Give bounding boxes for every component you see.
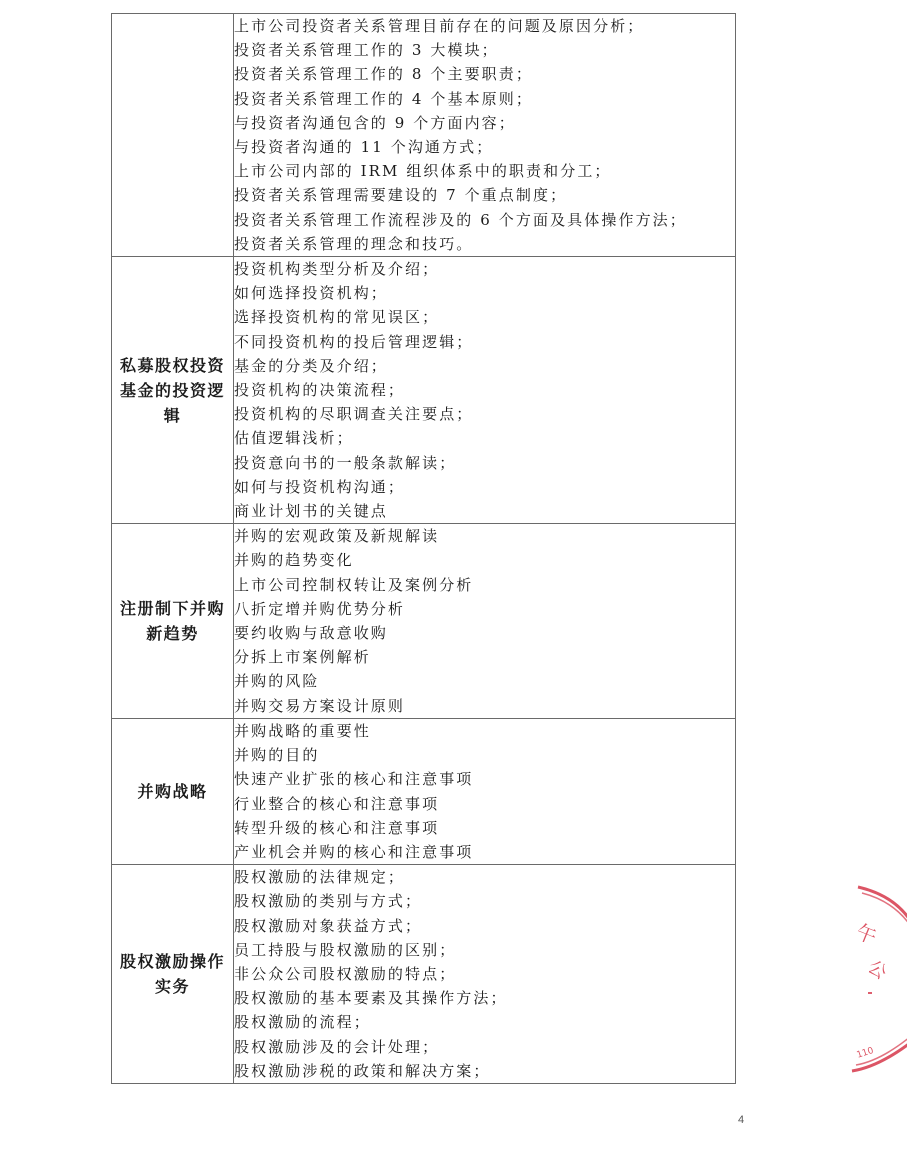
list-item: 并购的趋势变化 [234, 551, 354, 570]
list-item: 与投资者沟通的 11 个沟通方式； [234, 138, 494, 157]
list-item: 产业机会并购的核心和注意事项 [234, 842, 474, 861]
list-item: 投资机构的尽职调查关注要点； [234, 405, 474, 424]
list-item: 选择投资机构的常见误区； [234, 308, 440, 327]
list-item: 转型升级的核心和注意事项 [234, 818, 440, 837]
list-item: 并购的宏观政策及新规解读 [234, 527, 440, 546]
list-item: 不同投资机构的投后管理逻辑； [234, 332, 474, 351]
svg-text:午: 午 [852, 919, 881, 949]
list-item: 股权激励的基本要素及其操作方法； [234, 989, 508, 1008]
seal-icon [838, 875, 907, 1085]
category-cell [112, 14, 234, 257]
list-item: 投资意向书的一般条款解读； [234, 453, 457, 472]
svg-text:公: 公 [863, 956, 891, 984]
list-item: 商业计划书的关键点 [234, 502, 388, 521]
list-item: 投资机构类型分析及介绍； [234, 260, 440, 279]
list-item: 并购交易方案设计原则 [234, 696, 406, 715]
content-table [111, 13, 736, 1084]
list-item: 上市公司投资者关系管理目前存在的问题及原因分析； [234, 17, 645, 35]
items-cell [234, 14, 736, 257]
list-item: 并购战略的重要性 [234, 721, 371, 740]
list-item: 投资者关系管理工作的 3 大模块； [234, 41, 499, 60]
table-row [112, 718, 736, 864]
list-item: 并购的风险 [234, 672, 320, 691]
list-item: 要约收购与敌意收购 [234, 624, 388, 643]
list-item: 股权激励涉税的政策和解决方案； [234, 1061, 491, 1080]
items-cell [234, 257, 736, 524]
list-item: 行业整合的核心和注意事项 [234, 794, 440, 813]
category-cell: 并购战略 [112, 718, 234, 864]
list-item: 投资者关系管理工作的 4 个基本原则； [234, 89, 533, 108]
list-item: 股权激励的类别与方式； [234, 892, 423, 911]
list-item: 与投资者沟通包含的 9 个方面内容； [234, 113, 516, 132]
items-cell [234, 718, 736, 864]
list-item: 上市公司内部的 IRM 组织体系中的职责和分工； [234, 162, 612, 181]
category-cell: 股权激励操作实务 [112, 865, 234, 1084]
list-item: 投资者关系管理需要建设的 7 个重点制度； [234, 186, 568, 205]
list-item: 股权激励的流程； [234, 1013, 371, 1032]
table-row [112, 14, 736, 257]
list-item: 上市公司控制权转让及案例分析 [234, 575, 474, 594]
list-item: 如何与投资机构沟通； [234, 477, 406, 496]
list-item: 股权激励的法律规定； [234, 868, 406, 887]
list-item: 投资机构的决策流程； [234, 381, 406, 400]
list-item: 投资者关系管理的理念和技巧。 [234, 234, 474, 253]
table-row [112, 524, 736, 719]
table-row [112, 865, 736, 1084]
list-item: 基金的分类及介绍； [234, 356, 388, 375]
list-item: 分拆上市案例解析 [234, 648, 371, 667]
table-row [112, 257, 736, 524]
list-item: 并购的目的 [234, 746, 320, 765]
list-item: 投资者关系管理工作流程涉及的 6 个方面及具体操作方法； [234, 210, 687, 229]
list-item: 股权激励涉及的会计处理； [234, 1037, 440, 1056]
page-number: 4 [738, 1114, 745, 1126]
list-item: 投资者关系管理工作的 8 个主要职责； [234, 65, 533, 84]
items-cell [234, 865, 736, 1084]
category-cell: 注册制下并购新趋势 [112, 524, 234, 719]
list-item: 股权激励对象获益方式； [234, 916, 423, 935]
category-cell: 私募股权投资基金的投资逻辑 [112, 257, 234, 524]
list-item: 非公众公司股权激励的特点； [234, 964, 457, 983]
svg-text:110: 110 [855, 1045, 875, 1061]
list-item: 如何选择投资机构； [234, 284, 388, 303]
list-item: 八折定增并购优势分析 [234, 599, 406, 618]
list-item: 估值逻辑浅析； [234, 429, 354, 448]
items-cell [234, 524, 736, 719]
company-seal [838, 875, 907, 1085]
list-item: 员工持股与股权激励的区别； [234, 940, 457, 959]
list-item: 快速产业扩张的核心和注意事项 [234, 770, 474, 789]
